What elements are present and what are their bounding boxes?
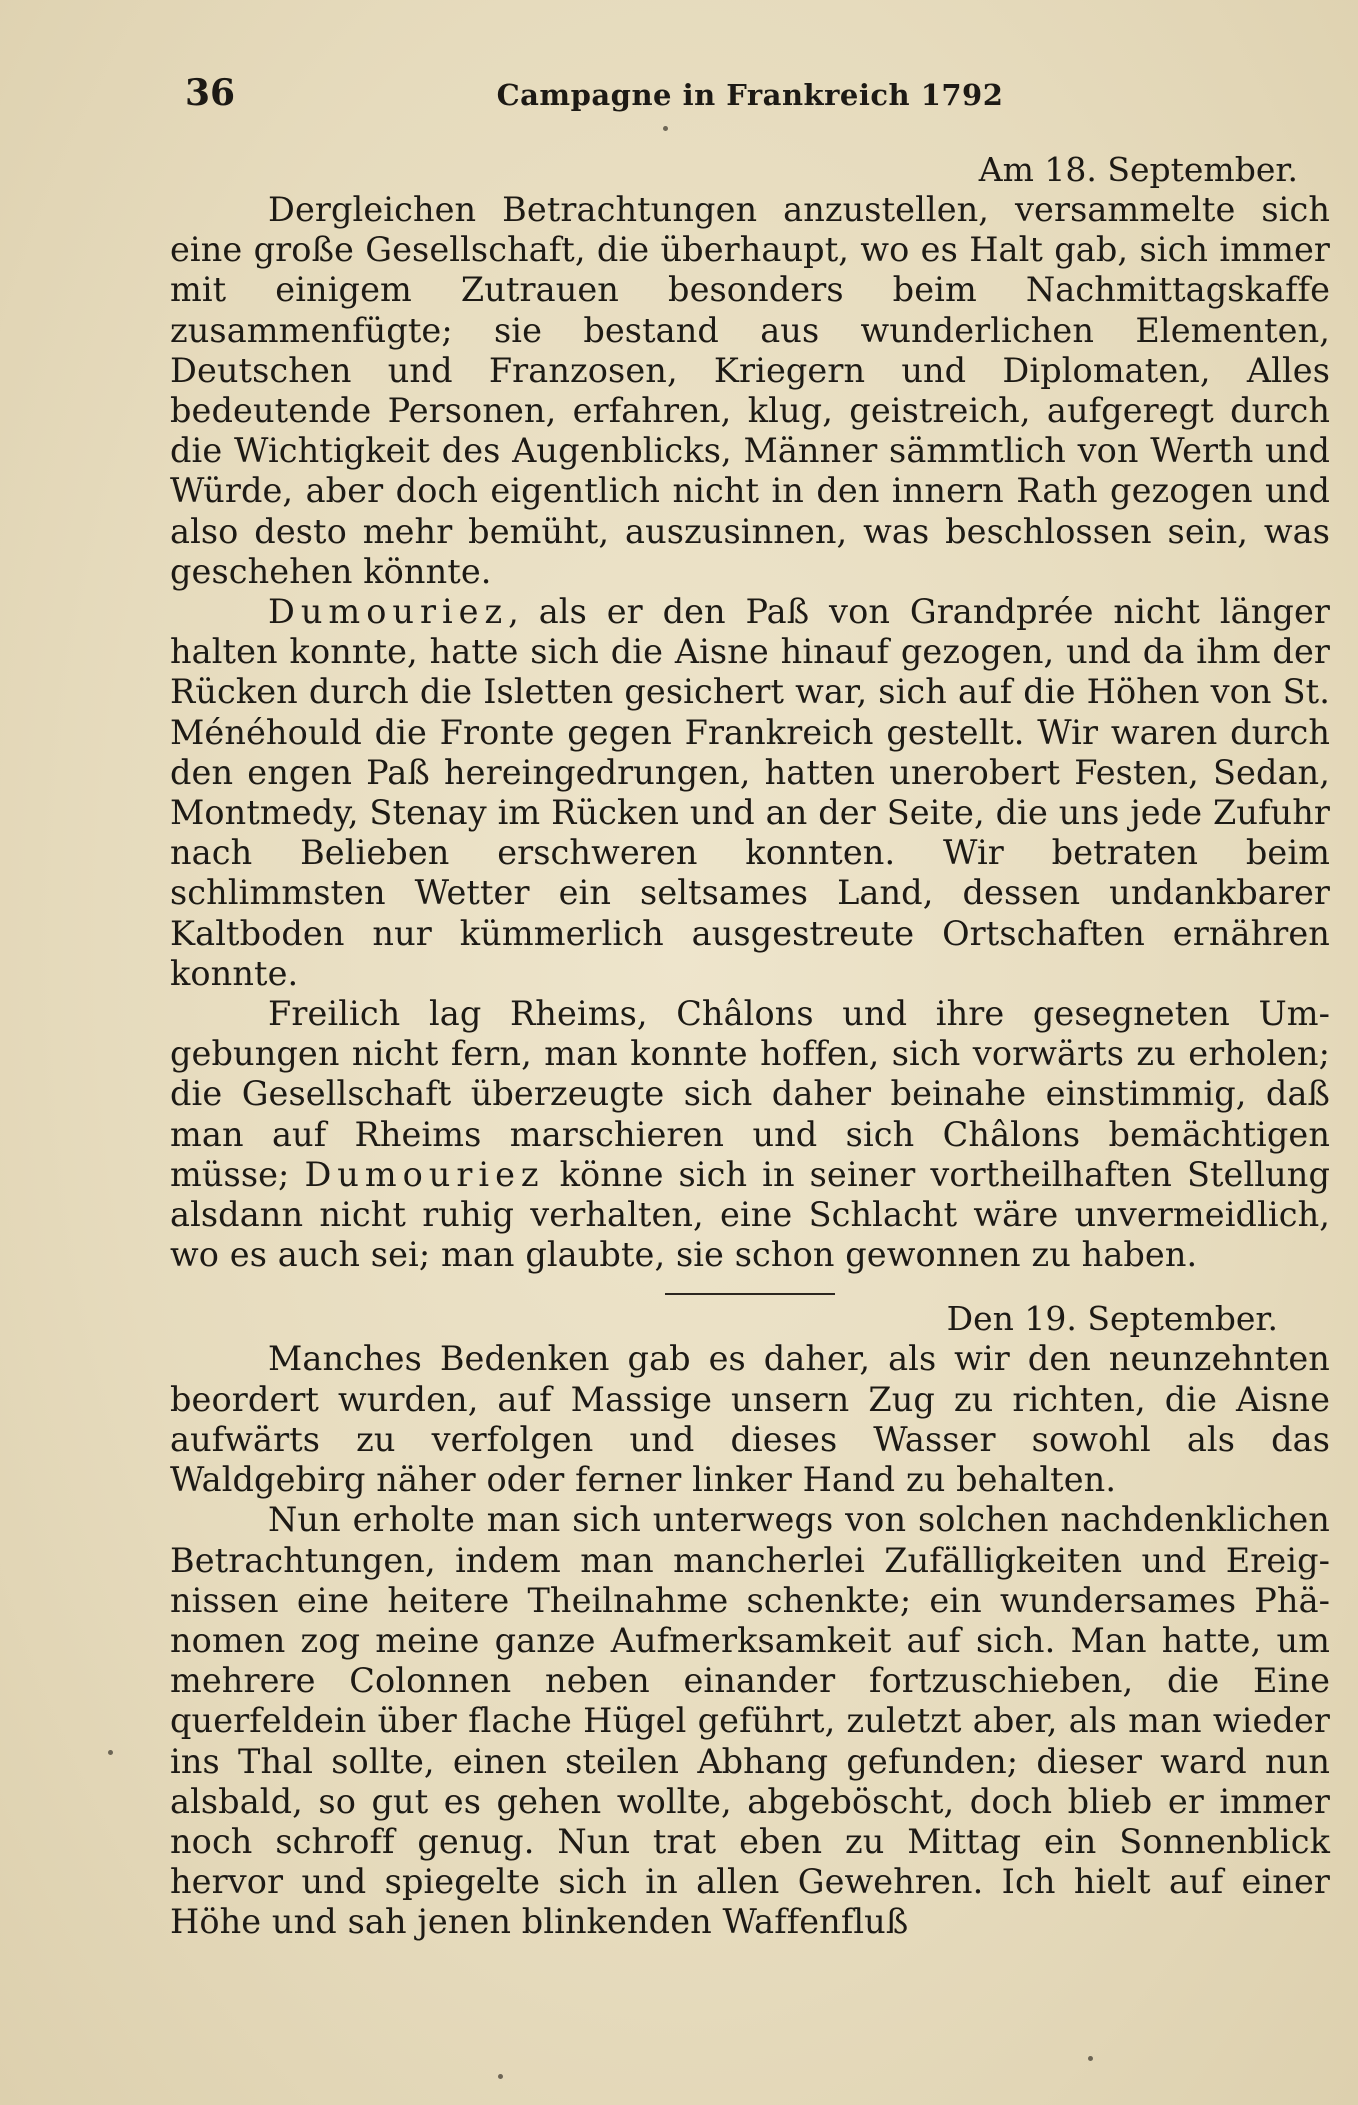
emphasized-name: Dumouriez (304, 1154, 545, 1194)
page-header (185, 72, 1315, 122)
running-title: Campagne in Frankreich 1792 (496, 78, 1004, 112)
section-divider (665, 1293, 835, 1295)
paragraph (170, 994, 1330, 1275)
page-number: 36 (185, 72, 236, 114)
paper-speck (108, 1750, 113, 1755)
section-date: Den 19. September. (946, 1299, 1278, 1339)
paper-speck (498, 2074, 503, 2079)
paragraph (170, 592, 1330, 994)
page-body (170, 150, 1330, 1943)
paragraph (170, 1500, 1330, 1942)
emphasized-name: Dumouriez (268, 592, 509, 632)
paragraph (170, 1339, 1330, 1500)
paper-speck (1088, 2056, 1093, 2061)
text-run: Manches Bedenken gab es daher, als wir den neunzehnten beordert wurden, auf Massige unsern Zug zu richten, die Aisne aufwärts zu verfolgen und dieses Wasser sowohl als das Waldgebirg näher oder ferner linker Hand zu behalten. (170, 1339, 1330, 1500)
text-run: , als er den Paß von Grandprée nicht länger halten konnte, hatte sich die Aisne hinauf gezogen, und da ihm der Rücken durch die Isletten gesichert war, sich auf die Höhen von St. Ménéhould die Fronte gegen Frankreich gestellt. Wir waren durch den engen Paß hereingedrungen, hatten unerobert Festen, Sedan, Montmedy, Stenay im Rücken und an der Seite, die uns jede Zufuhr nach Belieben erschweren konnten. Wir betraten beim schlimmsten Wetter ein seltsames Land, dessen undankbarer Kaltboden nur kümmerlich ausgestreute Ortschaften ernähren konnte. (170, 592, 1330, 993)
text-run: Dergleichen Betrachtungen anzustellen, versammelte sich eine große Gesellschaft, die überhaupt, wo es Halt gab, sich immer mit einigem Zutrauen besonders beim Nachmittagskaffe zusammenfügte; sie bestand aus wunderlichen Elementen, Deutschen und Franzosen, Kriegern und Diplomaten, Alles bedeutende Personen, erfahren, klug, geistreich, aufgeregt durch die Wichtigkeit des Augenblicks, Männer sämmtlich von Werth und Würde, aber doch eigentlich nicht in den innern Rath gezogen und also desto mehr bemüht, auszusinnen, was beschlossen sein, was geschehen könnte. (170, 190, 1330, 591)
paper-speck (663, 126, 668, 131)
text-run: könne sich in seiner vortheilhaften Stellung alsdann nicht ruhig verhalten, eine Schlacht wäre unvermeidlich, wo es auch sei; man glaubte, sie schon gewonnen zu haben. (170, 1154, 1331, 1275)
paragraph (170, 190, 1330, 592)
section-date: Am 18. September. (978, 150, 1298, 189)
text-run: Freilich lag Rheims, Châlons und ihre gesegneten Umgebungen nicht fern, man konnte hoffen, sich vorwärts zu erholen; die Gesellschaft überzeugte sich daher beinahe einstimmig, daß man auf Rheims marschieren und sich Châlons bemächtigen müsse; (170, 994, 1330, 1194)
text-run: Nun erholte man sich unterwegs von solchen nachdenklichen Betrachtungen, indem man mancherlei Zufälligkeiten und Ereignissen eine heitere Theilnahme schenkte; ein wundersames Phänomen zog meine ganze Aufmerksamkeit auf sich. Man hatte, um mehrere Colonnen neben einander fortzuschieben, die Eine querfeldein über flache Hügel geführt, zuletzt aber, als man wieder ins Thal sollte, einen steilen Abhang gefunden; dieser ward nun alsbald, so gut es gehen wollte, abgeböscht, doch blieb er immer noch schroff genug. Nun trat eben zu Mittag ein Sonnenblick hervor und spiegelte sich in allen Gewehren. Ich hielt auf einer Höhe und sah jenen blinkenden Waffenfluß (170, 1500, 1330, 1942)
